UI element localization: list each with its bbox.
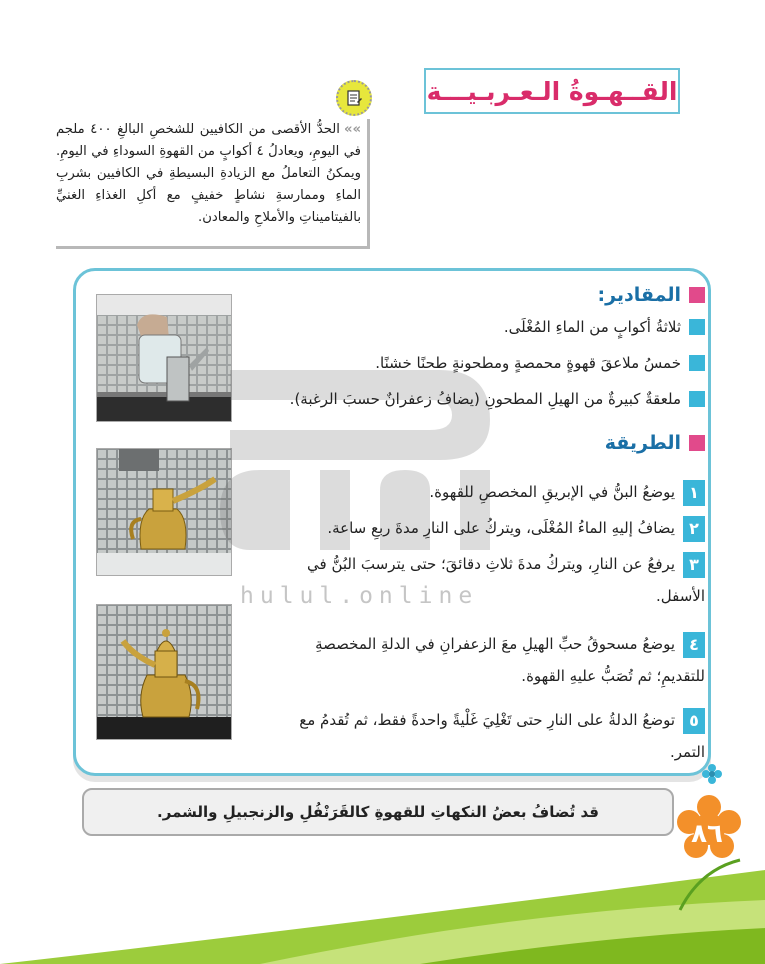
quote-mark: »» [343,122,361,137]
note-icon [336,80,372,116]
bullet-square-icon [689,355,705,371]
method-step [285,704,705,768]
ingredients-heading [598,284,706,306]
page-title-box [424,68,680,114]
step-text: يرفعُ عن النارِ، ويتركُ مدةَ ثلاثِ دقائقَ؛ حتى يترسبَ البُنُّ في الأسفل. [307,555,705,605]
step-number: ٥ [683,708,705,734]
method-heading [605,432,705,454]
bullet-square-icon [689,287,705,303]
step-number: ٣ [683,552,705,578]
page-number: ٨٦ [691,819,723,849]
caffeine-info-text: الحدُّ الأقصى من الكافيين للشخصِ البالغِ ٤٠٠ ملجم في اليومِ، ويعادلُ ٤ أكوابٍ من القهوةِ السوداءِ في اليومِ. ويمكنُ التعاملُ مع الزيادةِ البسيطةِ في الكافيين بشربِ الماءِ وممارسةِ نشاطٍ خفيفٍ مع أكلِ الغذاءِ الغنيِّ بالفيتاميناتِ والأملاحِ والمعادن. [56,122,361,225]
grass-decoration [0,840,765,964]
ingredient-item [290,390,705,408]
photo-dallah [96,604,232,740]
flavor-note [82,788,674,836]
step-text: توضعُ الدلةُ على النارِ حتى تَغْلِيَ غَلْيةً واحدةً فقط، ثم تُقدمُ مع التمر. [299,711,705,761]
method-step [285,628,705,692]
flavor-note-text: قد تُضافُ بعضُ النكهاتِ للقهوةِ كالقَرَنْفُلِ والزنجبيلِ والشمر. [157,803,599,821]
ingredient-text: خمسُ ملاعقَ قهوةٍ محمصةٍ ومطحونةٍ طحنًا خشنًا. [375,354,681,372]
ingredient-item [375,354,705,372]
caffeine-info-box [56,119,370,249]
watermark-text: hulul.online [240,583,479,609]
step-text: يوضعُ مسحوقُ حبِّ الهيلِ معَ الزعفرانِ في الدلةِ المخصصةِ للتقديمِ؛ ثم تُصَبُّ عليهِ القهوة. [315,635,705,685]
page-title: القــهـوةُ الـعـربـيـــة [426,76,678,106]
photo-brass-pot [96,448,232,576]
ingredients-heading-label: المقادير: [597,284,681,306]
method-step [285,476,705,508]
method-step [285,548,705,612]
ingredient-item [504,318,705,336]
step-text: يضافُ إليهِ الماءُ المُغْلَى، ويتركُ على النارِ مدةَ ربعِ ساعة. [327,519,675,537]
small-flower-icon [702,764,722,784]
step-text: يوضعُ البنُّ في الإبريقِ المخصصِ للقهوة. [429,483,675,501]
method-step [285,512,705,544]
bullet-square-icon [689,391,705,407]
bullet-square-icon [689,435,705,451]
ingredient-text: ثلاثةُ أكوابٍ من الماءِ المُغْلَى. [503,318,681,336]
ingredient-text: ملعقةٌ كبيرةٌ من الهيلِ المطحونِ (يضافُ زعفرانٌ حسبَ الرغبة). [289,390,681,408]
step-number: ١ [683,480,705,506]
photo-pouring-water [96,294,232,422]
step-number: ٢ [683,516,705,542]
step-number: ٤ [683,632,705,658]
method-heading-label: الطريقة [604,432,681,454]
bullet-square-icon [689,319,705,335]
